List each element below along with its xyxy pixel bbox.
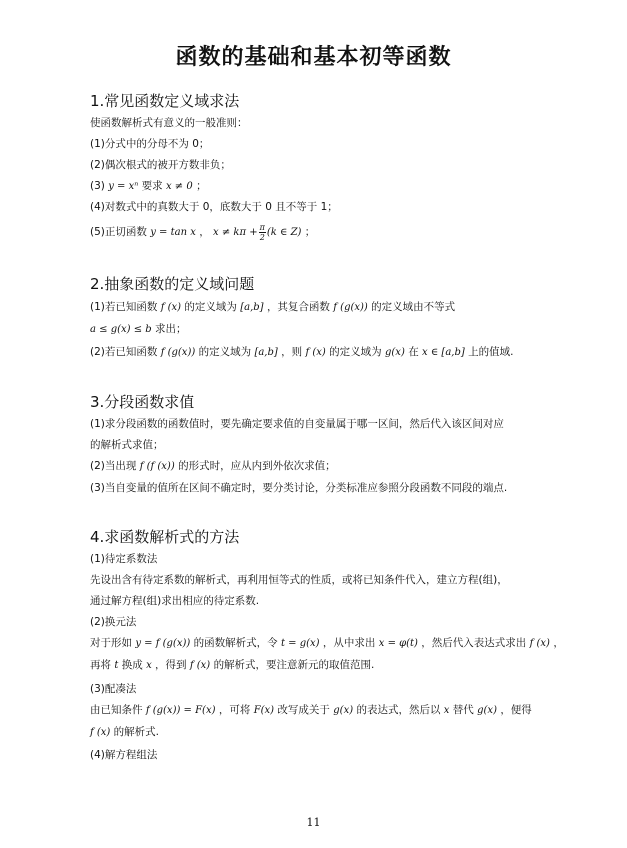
- text: 的表达式，然后以: [356, 704, 441, 716]
- s1-rule-3: [90, 179, 207, 194]
- s4-method-2-title: (2)换元法: [90, 616, 137, 628]
- text: 在: [408, 346, 419, 358]
- s2-para-2: [90, 345, 513, 360]
- s1-r3-math: y = xⁿ: [108, 181, 139, 192]
- text: 的解析式.: [113, 726, 160, 738]
- s1-rule-1: (1)分式中的分母不为 0；: [90, 138, 210, 150]
- s2-para-1-line-1: [90, 300, 455, 315]
- text: 的定义域为: [329, 346, 382, 358]
- text: 求出；: [155, 323, 187, 335]
- math: F(x): [253, 705, 275, 716]
- math: [a,b]: [240, 302, 264, 313]
- math: f (x): [160, 302, 182, 313]
- text: ，从中求出: [322, 637, 376, 649]
- pi-over-2-fraction: [259, 223, 266, 242]
- fraction-numerator: π: [259, 222, 265, 232]
- s4-method-4-title: (4)解方程组法: [90, 749, 158, 761]
- s4-method-2-line-1: [90, 636, 564, 651]
- text: (2)当出现: [90, 460, 137, 472]
- text: 改写成关于: [277, 704, 330, 716]
- math: f (g(x)): [160, 347, 196, 358]
- math: x ∈ [a,b]: [422, 347, 465, 358]
- s1-r5-domain: (k ∈ Z): [266, 227, 302, 238]
- s4-method-3-line-2: [90, 725, 159, 740]
- s1-r3-end: ；: [196, 180, 207, 192]
- s4-method-2-line-2: [90, 658, 374, 673]
- s1-r3-text: 要求: [141, 180, 163, 192]
- text: 的定义域由不等式: [371, 301, 456, 313]
- text: ，其复合函数: [266, 301, 330, 313]
- s1-intro: 使函数解析式有意义的一般准则：: [90, 117, 248, 129]
- math: f (x): [305, 347, 326, 358]
- s3-line-2: 的解析式求值；: [90, 439, 164, 451]
- page-number: 11: [306, 816, 321, 829]
- math: f (f (x)): [139, 461, 175, 472]
- s1-rule-4: (4)对数式中的真数大于 0，底数大于 0 且不等于 1；: [90, 201, 338, 213]
- section-2-heading: 2.抽象函数的定义域问题: [90, 275, 255, 293]
- section-1-heading: 1.常见函数定义域求法: [90, 92, 240, 110]
- text: 再将: [90, 659, 111, 671]
- s1-r5-cond: x ≠ kπ +: [213, 227, 258, 238]
- math: x = φ(t): [378, 638, 418, 649]
- s4-method-1-line-1: 先设出含有待定系数的解析式，再利用恒等式的性质，或将已知条件代入，建立方程(组)，: [90, 574, 508, 586]
- s4-method-1-line-2: 通过解方程(组)求出相应的待定系数.: [90, 595, 260, 607]
- s1-r3-cond: x ≠ 0: [165, 181, 193, 192]
- s3-line-4: (3)当自变量的值所在区间不确定时，要分类讨论，分类标准应参照分段函数不同段的端点.: [90, 482, 508, 494]
- math: y = f (g(x)): [135, 638, 191, 649]
- text: 的解析式，要注意新元的取值范围.: [213, 659, 375, 671]
- s4-method-1-title: (1)待定系数法: [90, 553, 158, 565]
- math: f (x): [90, 727, 111, 738]
- text: (2)若已知函数: [90, 346, 158, 358]
- text: 上的值域.: [468, 346, 514, 358]
- math: x: [443, 705, 450, 716]
- math: [a,b]: [254, 347, 278, 358]
- math: a ≤ g(x) ≤ b: [90, 324, 152, 335]
- s1-rule-2: (2)偶次根式的被开方数非负；: [90, 159, 231, 171]
- math: g(x): [385, 347, 405, 358]
- math: f (x): [529, 638, 550, 649]
- text: ，可将: [218, 704, 251, 716]
- section-4-heading: 4.求函数解析式的方法: [90, 528, 240, 546]
- text: ，便得: [500, 704, 532, 716]
- s1-rule-5: [90, 221, 315, 244]
- text: ，得到: [155, 659, 187, 671]
- s4-method-3-title: (3)配凑法: [90, 683, 137, 695]
- fraction-denominator: 2: [259, 232, 265, 242]
- math: t: [114, 660, 119, 671]
- text: 的函数解析式，令: [193, 637, 278, 649]
- s1-r5-math: y = tan x: [150, 227, 196, 238]
- math: g(x): [477, 705, 497, 716]
- math: t = g(x): [280, 638, 320, 649]
- text: 的定义域为: [184, 301, 237, 313]
- text: 由已知条件: [90, 704, 143, 716]
- math: f (g(x)): [333, 302, 368, 313]
- s1-r5-comma: ，: [199, 226, 210, 238]
- page-title: 函数的基础和基本初等函数: [175, 45, 452, 70]
- s1-r3-label: (3): [90, 180, 105, 192]
- s3-line-1: (1)求分段函数的函数值时，要先确定要求值的自变量属于哪一区间，然后代入该区间对应: [90, 418, 504, 430]
- text: (1)若已知函数: [90, 301, 158, 313]
- s2-para-1-line-2: [90, 322, 187, 337]
- text: 的定义域为: [198, 346, 252, 358]
- s4-method-3-line-1: [90, 703, 532, 718]
- text: ，然后代入表达式求出: [421, 637, 527, 649]
- text: 对于形如: [90, 637, 132, 649]
- math: f (g(x)) = F(x): [145, 705, 216, 716]
- text: 的形式时，应从内到外依次求值；: [178, 460, 336, 472]
- section-3-heading: 3.分段函数求值: [90, 393, 195, 411]
- s1-r5-end: ；: [304, 226, 316, 238]
- s3-line-3: [90, 459, 336, 474]
- text: ，则: [281, 346, 303, 358]
- text: 替代: [452, 704, 474, 716]
- math: f (x): [189, 660, 211, 671]
- text: ，: [553, 637, 564, 649]
- text: 换成: [121, 659, 143, 671]
- s1-r5-label: (5)正切函数: [90, 226, 147, 238]
- math: g(x): [333, 705, 354, 716]
- math: x: [146, 660, 152, 671]
